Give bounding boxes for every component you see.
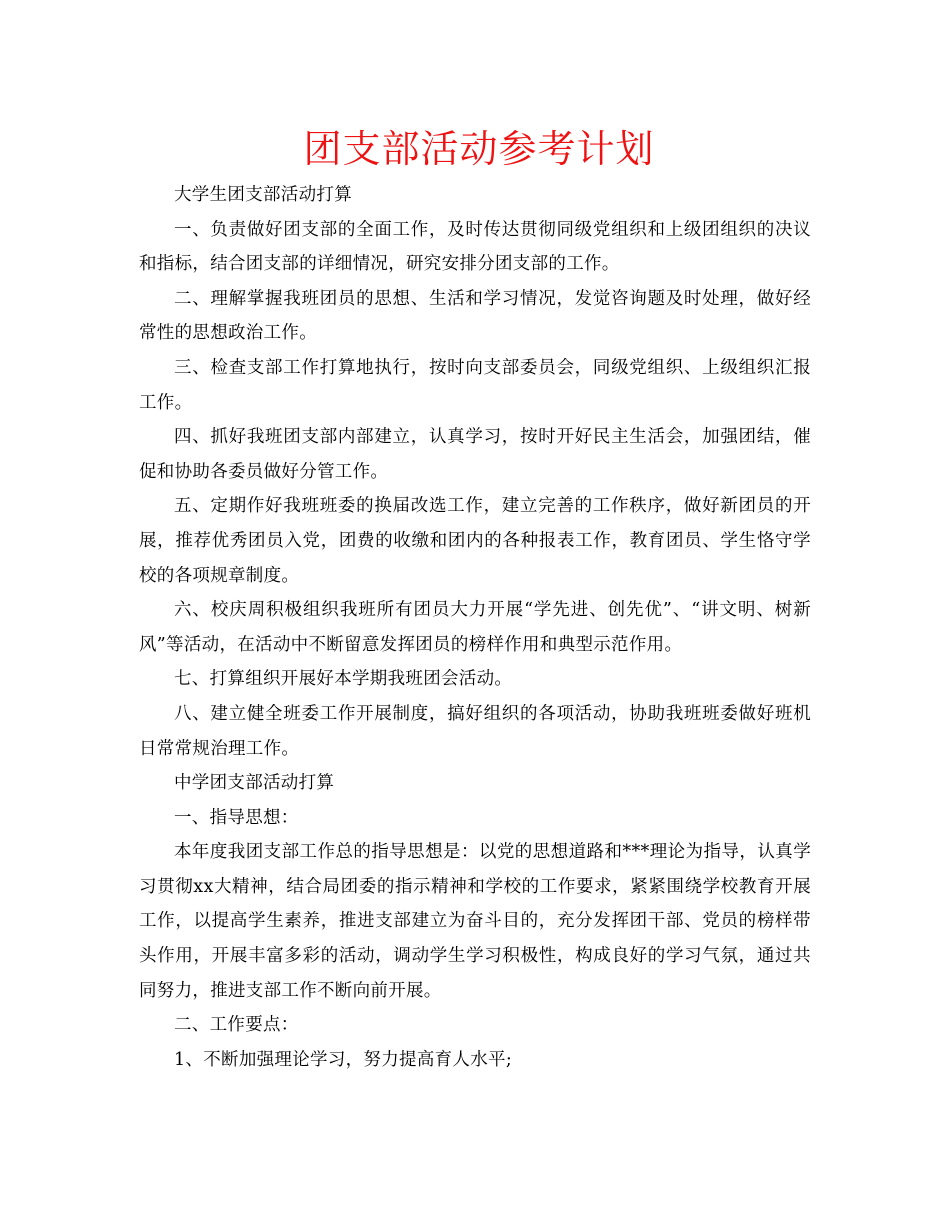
paragraph-item-3: 三、检查支部工作打算地执行，按时向支部委员会，同级党组织、上级组织汇报工作。 xyxy=(139,357,811,413)
document-page xyxy=(139,120,811,1077)
heading-university-plan: 大学生团支部活动打算 xyxy=(174,185,352,205)
paragraph-item-7: 七、打算组织开展好本学期我班团会活动。 xyxy=(174,669,513,690)
document-body xyxy=(139,178,811,1077)
paragraph-item-5: 五、定期作好我班班委的换届改选工作，建立完善的工作秩序，做好新团员的开展，推荐优秀团员入党，团费的收缴和团内的各种报表工作，教育团员、学生恪守学校的各项规章制度。 xyxy=(139,496,811,586)
paragraph-guiding-ideology: 本年度我团支部工作总的指导思想是：以党的思想道路和***理论为指导，认真学习贯彻xx大精神，结合局团委的指示精神和学校的工作要求，紧紧围绕学校教育开展工作，以提高学生素养，推进支部建立为奋斗目的，充分发挥团干部、党员的榜样带头作用，开展丰富多彩的活动，调动学生学习积极性，构成良好的学习气氛，通过共同努力，推进支部工作不断向前开展。 xyxy=(139,842,811,1001)
section-heading-guiding-ideology: 一、指导思想： xyxy=(174,807,299,828)
heading-middle-school-plan: 中学团支部活动打算 xyxy=(174,773,335,794)
section-heading-work-points: 二、工作要点： xyxy=(174,1015,299,1036)
paragraph-item-8: 八、建立健全班委工作开展制度，搞好组织的各项活动，协助我班班委做好班机日常常规治理工作。 xyxy=(139,703,811,759)
document-title: 团支部活动参考计划 xyxy=(303,127,655,171)
paragraph-item-6: 六、校庆周积极组织我班所有团员大力开展“学先进、创先优”、“讲文明、树新风”等活动，在活动中不断留意发挥团员的榜样作用和典型示范作用。 xyxy=(139,600,811,655)
paragraph-item-2: 二、理解掌握我班团员的思想、生活和学习情况，发觉咨询题及时处理，做好经常性的思想政治工作。 xyxy=(139,288,811,344)
paragraph-item-1: 一、负责做好团支部的全面工作，及时传达贯彻同级党组织和上级团组织的决议和指标，结合团支部的详细情况，研究安排分团支部的工作。 xyxy=(139,219,811,275)
paragraph-work-point-1: 1、不断加强理论学习，努力提高育人水平; xyxy=(174,1049,513,1070)
paragraph-item-4: 四、抓好我班团支部内部建立，认真学习，按时开好民主生活会，加强团结，催促和协助各委员做好分管工作。 xyxy=(139,427,811,482)
